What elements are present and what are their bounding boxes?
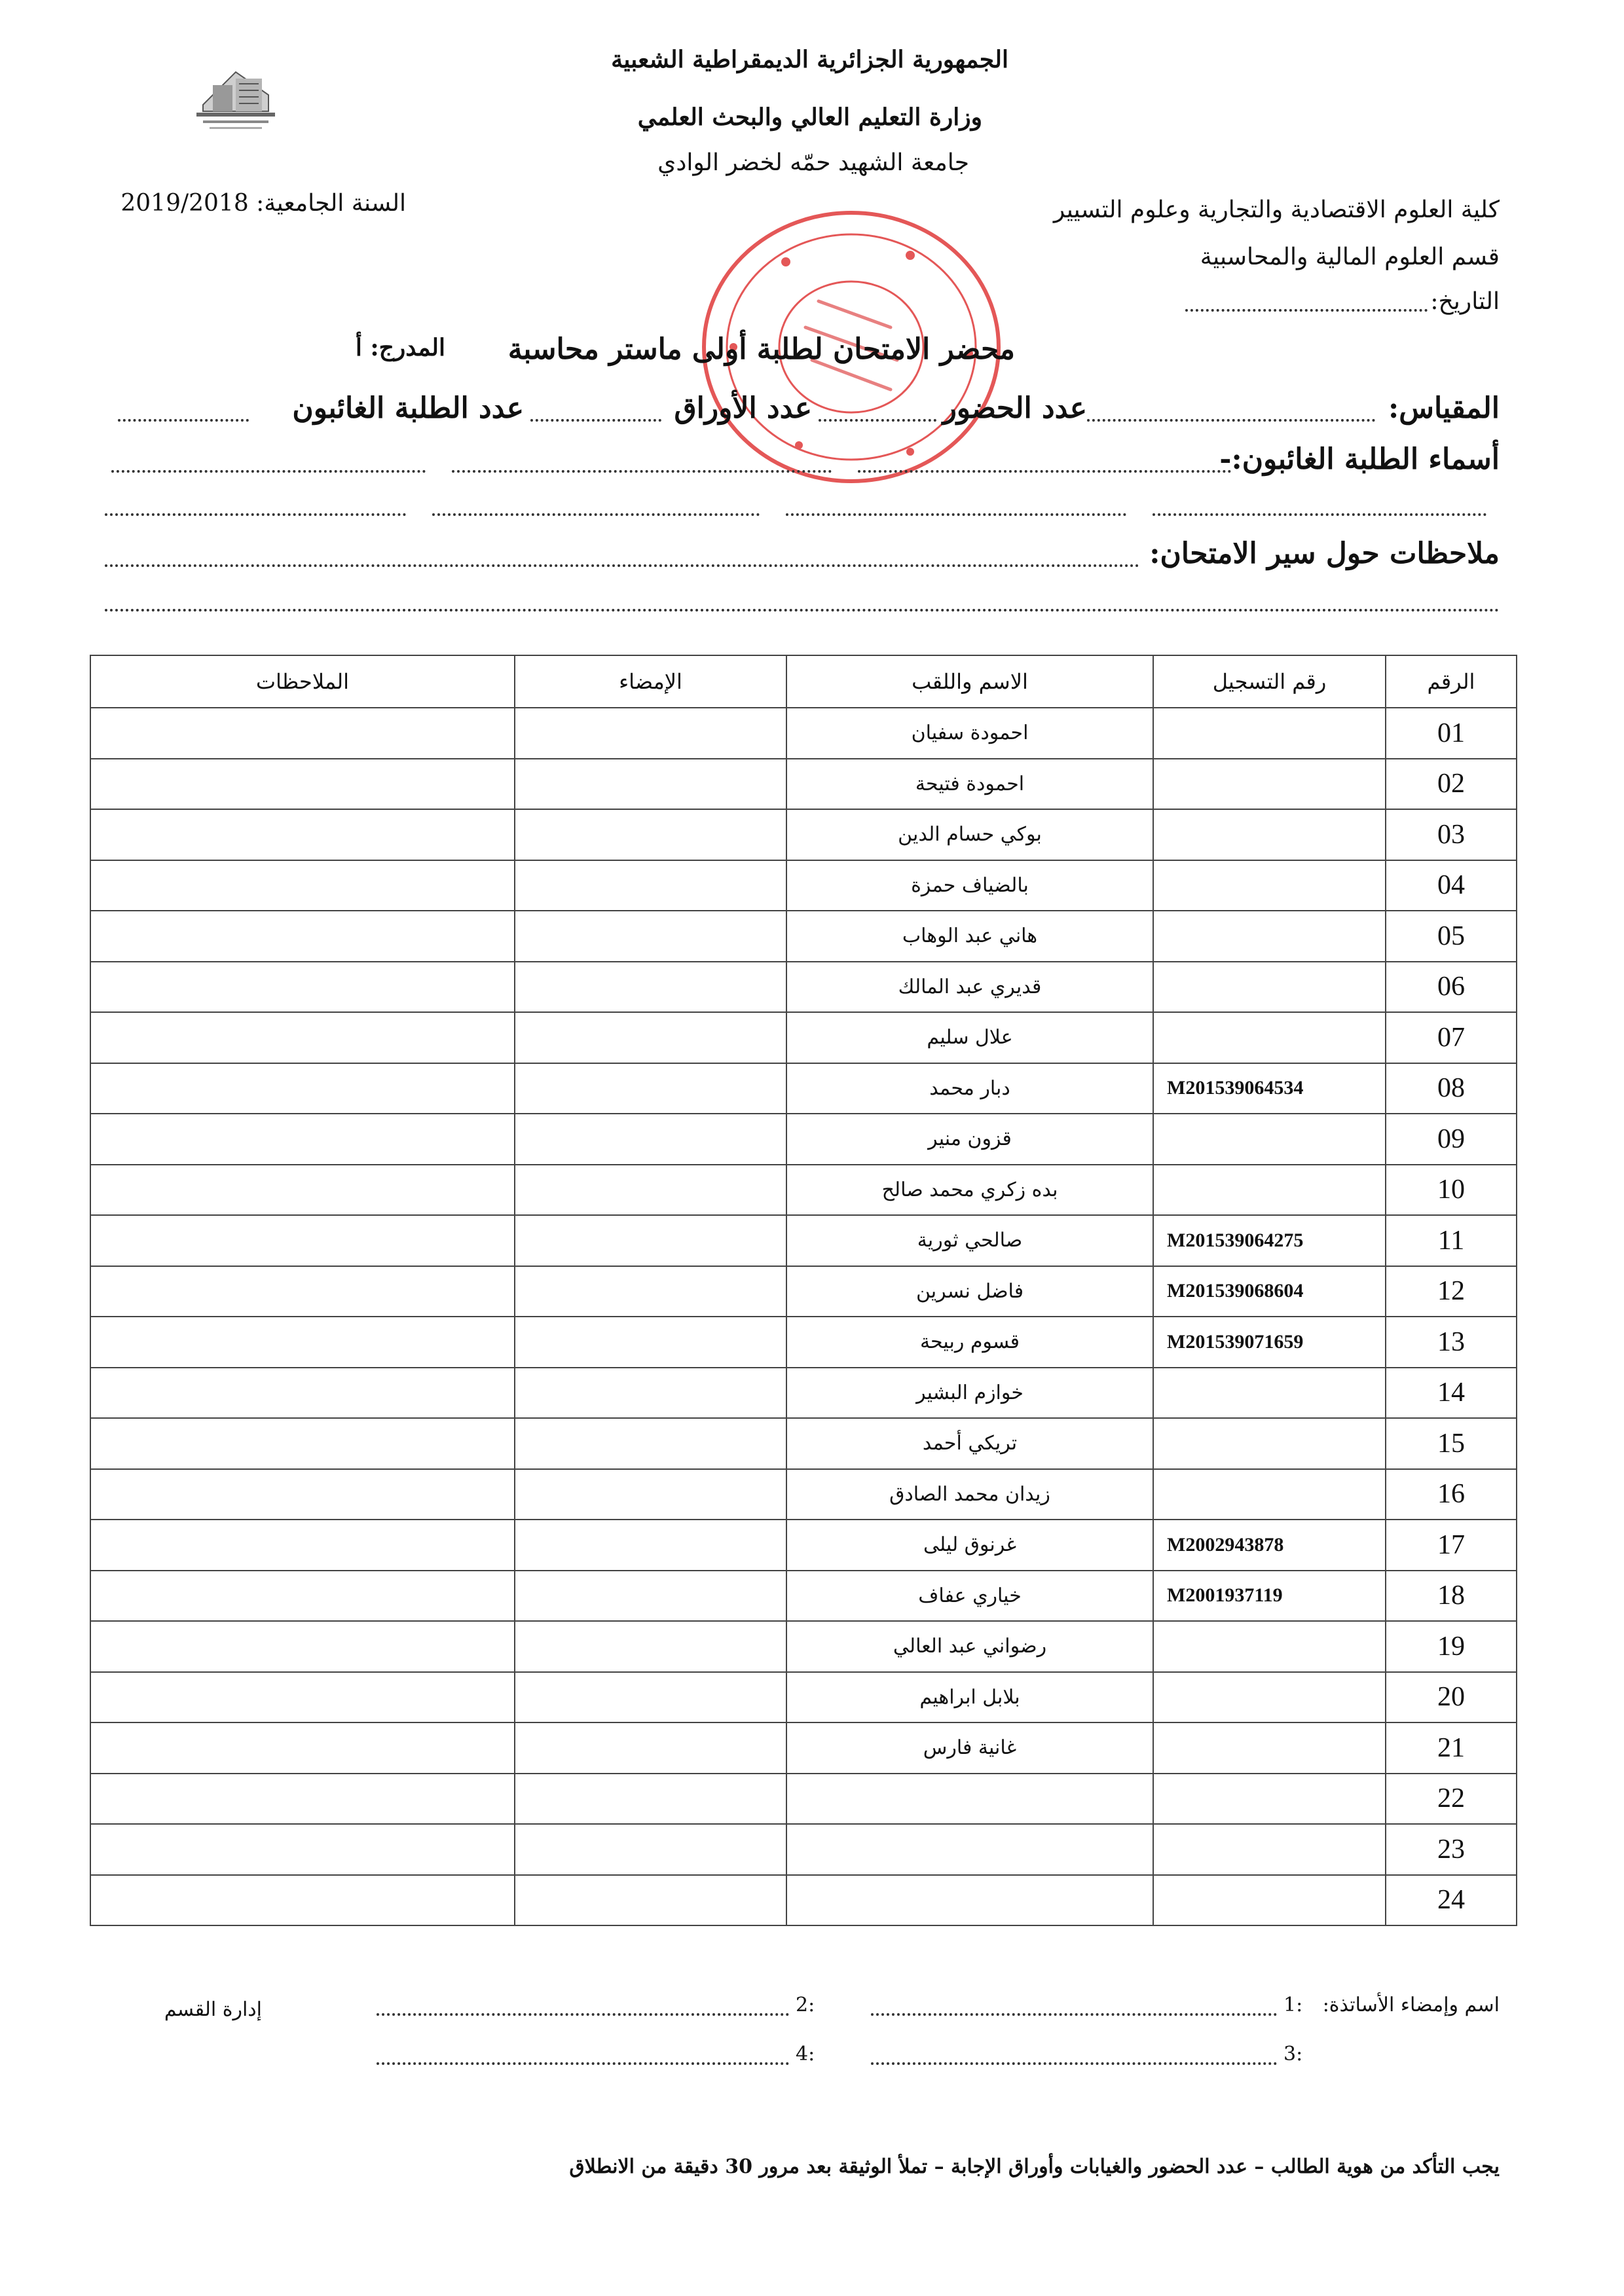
row-registration[interactable]: M2001937119 xyxy=(1153,1571,1386,1622)
row-number: 01 xyxy=(1386,708,1517,759)
row-number: 17 xyxy=(1386,1520,1517,1571)
row-number: 19 xyxy=(1386,1621,1517,1672)
row-full-name[interactable]: صالحي ثورية xyxy=(786,1215,1153,1266)
row-signature-cell[interactable] xyxy=(515,1368,786,1419)
row-number: 03 xyxy=(1386,809,1517,860)
table-row xyxy=(90,1621,1517,1672)
row-notes-cell[interactable] xyxy=(90,759,515,810)
header-number: الرقم xyxy=(1386,655,1517,708)
row-full-name[interactable] xyxy=(786,1774,1153,1825)
row-full-name[interactable]: غرنوق ليلى xyxy=(786,1520,1153,1571)
row-signature-cell[interactable] xyxy=(515,1824,786,1875)
row-notes-cell[interactable] xyxy=(90,1368,515,1419)
department-heading: قسم العلوم المالية والمحاسبية xyxy=(1200,244,1500,270)
absent-name-line-4[interactable] xyxy=(1153,513,1486,516)
table-row xyxy=(90,1368,1517,1419)
row-signature-cell[interactable] xyxy=(515,1012,786,1063)
professor-slot-4-label: 4: xyxy=(796,2043,815,2066)
document-title: محضر الامتحان لطلبة أولى ماستر محاسبة xyxy=(507,333,1015,366)
row-signature-cell[interactable] xyxy=(515,809,786,860)
row-number: 07 xyxy=(1386,1012,1517,1063)
row-full-name[interactable]: قديري عبد المالك xyxy=(786,962,1153,1013)
row-registration[interactable] xyxy=(1153,1774,1386,1825)
row-signature-cell[interactable] xyxy=(515,911,786,962)
table-row xyxy=(90,1012,1517,1063)
table-row xyxy=(90,911,1517,962)
row-number: 15 xyxy=(1386,1418,1517,1469)
row-full-name[interactable] xyxy=(786,1875,1153,1926)
module-label: المقياس: xyxy=(1388,392,1500,425)
notes-label: ملاحظات حول سير الامتحان: xyxy=(1149,537,1500,570)
row-number: 24 xyxy=(1386,1875,1517,1926)
row-number: 08 xyxy=(1386,1063,1517,1114)
row-signature-cell[interactable] xyxy=(515,1317,786,1368)
date-field-line[interactable] xyxy=(1185,309,1428,312)
row-notes-cell[interactable] xyxy=(90,1722,515,1774)
row-signature-cell[interactable] xyxy=(515,1063,786,1114)
row-notes-cell[interactable] xyxy=(90,1571,515,1622)
row-notes-cell[interactable] xyxy=(90,708,515,759)
row-registration[interactable] xyxy=(1153,962,1386,1013)
row-full-name[interactable]: دبار محمد xyxy=(786,1063,1153,1114)
academic-year: السنة الجامعية: 2019/2018 xyxy=(120,190,406,217)
table-row xyxy=(90,708,1517,759)
absent-name-line-1[interactable] xyxy=(858,470,1231,473)
row-full-name[interactable]: هاني عبد الوهاب xyxy=(786,911,1153,962)
row-registration[interactable]: M201539064534 xyxy=(1153,1063,1386,1114)
row-notes-cell[interactable] xyxy=(90,1317,515,1368)
row-registration[interactable]: M201539068604 xyxy=(1153,1266,1386,1317)
row-registration[interactable] xyxy=(1153,1722,1386,1774)
row-signature-cell[interactable] xyxy=(515,1418,786,1469)
professor-slot-2-line[interactable] xyxy=(377,2013,789,2016)
absent-count-label: عدد الطلبة الغائبون xyxy=(292,392,524,425)
row-notes-cell[interactable] xyxy=(90,1165,515,1216)
absent-name-line-6[interactable] xyxy=(432,513,760,516)
table-row xyxy=(90,1875,1517,1926)
absent-name-line-2[interactable] xyxy=(452,470,832,473)
row-signature-cell[interactable] xyxy=(515,1165,786,1216)
row-registration[interactable] xyxy=(1153,1165,1386,1216)
row-notes-cell[interactable] xyxy=(90,1824,515,1875)
row-registration[interactable] xyxy=(1153,1824,1386,1875)
table-row xyxy=(90,1722,1517,1774)
department-admin-label: إدارة القسم xyxy=(164,1998,262,2021)
row-full-name[interactable]: قزون منير xyxy=(786,1114,1153,1165)
table-row xyxy=(90,860,1517,911)
row-number: 11 xyxy=(1386,1215,1517,1266)
row-notes-cell[interactable] xyxy=(90,809,515,860)
hall-label: المدرج: أ xyxy=(355,334,445,361)
row-registration[interactable] xyxy=(1153,1418,1386,1469)
row-full-name[interactable]: بلابل ابراهيم xyxy=(786,1672,1153,1723)
row-registration[interactable] xyxy=(1153,911,1386,962)
header-notes: الملاحظات xyxy=(90,655,515,708)
absent-name-line-5[interactable] xyxy=(786,513,1126,516)
table-row xyxy=(90,759,1517,810)
university-logo-icon xyxy=(190,59,282,137)
row-signature-cell[interactable] xyxy=(515,1774,786,1825)
row-notes-cell[interactable] xyxy=(90,1469,515,1520)
row-notes-cell[interactable] xyxy=(90,1875,515,1926)
table-row xyxy=(90,962,1517,1013)
row-number: 09 xyxy=(1386,1114,1517,1165)
row-number: 22 xyxy=(1386,1774,1517,1825)
row-signature-cell[interactable] xyxy=(515,1215,786,1266)
row-notes-cell[interactable] xyxy=(90,1621,515,1672)
row-notes-cell[interactable] xyxy=(90,1774,515,1825)
absent-count-field-line[interactable] xyxy=(118,419,249,422)
professor-slot-1-label: 1: xyxy=(1283,1994,1303,2016)
row-full-name[interactable]: قسوم ربيحة xyxy=(786,1317,1153,1368)
row-full-name[interactable]: خياري عفاف xyxy=(786,1571,1153,1622)
professor-slot-2-label: 2: xyxy=(796,1994,815,2016)
table-row xyxy=(90,1266,1517,1317)
table-row xyxy=(90,1165,1517,1216)
table-row xyxy=(90,1571,1517,1622)
faculty-heading: كلية العلوم الاقتصادية والتجارية وعلوم التسيير xyxy=(1053,196,1500,223)
instruction-note: يجب التأكد من هوية الطالب – عدد الحضور والغيابات وأوراق الإجابة – تملأ الوثيقة بعد مرور 30 دقيقة من الانطلاق xyxy=(569,2155,1500,2178)
row-full-name[interactable]: احمودة سفيان xyxy=(786,708,1153,759)
attendance-field-line[interactable] xyxy=(819,419,936,422)
row-registration[interactable] xyxy=(1153,1012,1386,1063)
professors-label: اسم وإمضاء الأساتذة: xyxy=(1322,1994,1500,2016)
absent-names-label: أسماء الطلبة الغائبون:- xyxy=(1219,443,1500,476)
row-registration[interactable] xyxy=(1153,1469,1386,1520)
student-roster-table xyxy=(90,655,1517,1926)
row-number: 05 xyxy=(1386,911,1517,962)
header-registration: رقم التسجيل xyxy=(1153,655,1386,708)
date-label: التاريخ: xyxy=(1430,288,1500,315)
row-signature-cell[interactable] xyxy=(515,1722,786,1774)
row-signature-cell[interactable] xyxy=(515,1571,786,1622)
header-full-name: الاسم واللقب xyxy=(786,655,1153,708)
republic-heading: الجمهورية الجزائرية الديمقراطية الشعبية xyxy=(611,46,1008,73)
row-number: 04 xyxy=(1386,860,1517,911)
row-notes-cell[interactable] xyxy=(90,1672,515,1723)
row-notes-cell[interactable] xyxy=(90,1012,515,1063)
row-full-name[interactable]: بده زكري محمد صالح xyxy=(786,1165,1153,1216)
row-signature-cell[interactable] xyxy=(515,1266,786,1317)
row-number: 10 xyxy=(1386,1165,1517,1216)
module-field-line[interactable] xyxy=(1087,419,1375,422)
row-full-name[interactable]: بوكي حسام الدين xyxy=(786,809,1153,860)
row-notes-cell[interactable] xyxy=(90,911,515,962)
row-notes-cell[interactable] xyxy=(90,860,515,911)
row-number: 21 xyxy=(1386,1722,1517,1774)
row-registration[interactable]: M201539071659 xyxy=(1153,1317,1386,1368)
row-registration[interactable] xyxy=(1153,1368,1386,1419)
table-row xyxy=(90,1774,1517,1825)
row-registration[interactable] xyxy=(1153,708,1386,759)
row-notes-cell[interactable] xyxy=(90,962,515,1013)
row-signature-cell[interactable] xyxy=(515,860,786,911)
row-number: 20 xyxy=(1386,1672,1517,1723)
table-row xyxy=(90,1469,1517,1520)
table-row xyxy=(90,1063,1517,1114)
ministry-heading: وزارة التعليم العالي والبحث العلمي xyxy=(637,103,982,131)
table-header-row xyxy=(90,655,1517,708)
attendance-label: عدد الحضور xyxy=(942,392,1087,425)
row-signature-cell[interactable] xyxy=(515,1621,786,1672)
row-full-name[interactable] xyxy=(786,1824,1153,1875)
row-registration[interactable] xyxy=(1153,809,1386,860)
row-signature-cell[interactable] xyxy=(515,759,786,810)
row-full-name[interactable]: احمودة فتيحة xyxy=(786,759,1153,810)
row-number: 14 xyxy=(1386,1368,1517,1419)
row-full-name[interactable]: خوازم البشير xyxy=(786,1368,1153,1419)
row-full-name[interactable]: رضواني عبد العالي xyxy=(786,1621,1153,1672)
table-row xyxy=(90,809,1517,860)
notes-line-2[interactable] xyxy=(105,609,1500,611)
row-full-name[interactable]: زيدان محمد الصادق xyxy=(786,1469,1153,1520)
table-row xyxy=(90,1317,1517,1368)
row-number: 18 xyxy=(1386,1571,1517,1622)
table-row xyxy=(90,1114,1517,1165)
row-notes-cell[interactable] xyxy=(90,1063,515,1114)
professor-slot-3-label: 3: xyxy=(1283,2043,1303,2066)
row-registration[interactable] xyxy=(1153,860,1386,911)
professor-slot-3-line[interactable] xyxy=(871,2062,1277,2065)
roster-body xyxy=(90,708,1517,1925)
papers-label: عدد الأوراق xyxy=(674,392,812,425)
row-number: 02 xyxy=(1386,759,1517,810)
table-row xyxy=(90,1672,1517,1723)
absent-name-line-3[interactable] xyxy=(111,470,426,473)
row-notes-cell[interactable] xyxy=(90,1418,515,1469)
row-number: 06 xyxy=(1386,962,1517,1013)
row-number: 13 xyxy=(1386,1317,1517,1368)
header-signature: الإمضاء xyxy=(515,655,786,708)
table-row xyxy=(90,1520,1517,1571)
row-full-name[interactable]: غانية فارس xyxy=(786,1722,1153,1774)
row-signature-cell[interactable] xyxy=(515,1875,786,1926)
row-full-name[interactable]: تريكي أحمد xyxy=(786,1418,1153,1469)
row-registration[interactable]: M201539064275 xyxy=(1153,1215,1386,1266)
papers-field-line[interactable] xyxy=(530,419,661,422)
row-full-name[interactable]: فاضل نسرين xyxy=(786,1266,1153,1317)
row-full-name[interactable]: بالضياف حمزة xyxy=(786,860,1153,911)
row-signature-cell[interactable] xyxy=(515,1114,786,1165)
row-full-name[interactable]: علال سليم xyxy=(786,1012,1153,1063)
row-number: 23 xyxy=(1386,1824,1517,1875)
row-signature-cell[interactable] xyxy=(515,1672,786,1723)
row-notes-cell[interactable] xyxy=(90,1520,515,1571)
row-registration[interactable] xyxy=(1153,1875,1386,1926)
row-registration[interactable] xyxy=(1153,1114,1386,1165)
row-signature-cell[interactable] xyxy=(515,1520,786,1571)
row-signature-cell[interactable] xyxy=(515,1469,786,1520)
row-registration[interactable] xyxy=(1153,759,1386,810)
row-notes-cell[interactable] xyxy=(90,1215,515,1266)
professor-slot-1-line[interactable] xyxy=(871,2013,1277,2016)
notes-line-1[interactable] xyxy=(105,564,1139,567)
absent-name-line-7[interactable] xyxy=(105,513,406,516)
table-row xyxy=(90,1824,1517,1875)
row-registration[interactable] xyxy=(1153,1621,1386,1672)
row-signature-cell[interactable] xyxy=(515,708,786,759)
row-notes-cell[interactable] xyxy=(90,1114,515,1165)
row-signature-cell[interactable] xyxy=(515,962,786,1013)
row-registration[interactable] xyxy=(1153,1672,1386,1723)
table-row xyxy=(90,1418,1517,1469)
table-row xyxy=(90,1215,1517,1266)
row-notes-cell[interactable] xyxy=(90,1266,515,1317)
professor-slot-4-line[interactable] xyxy=(377,2062,789,2065)
row-number: 16 xyxy=(1386,1469,1517,1520)
row-number: 12 xyxy=(1386,1266,1517,1317)
row-registration[interactable]: M2002943878 xyxy=(1153,1520,1386,1571)
university-heading: جامعة الشهيد حمّه لخضر الوادي xyxy=(657,149,969,176)
